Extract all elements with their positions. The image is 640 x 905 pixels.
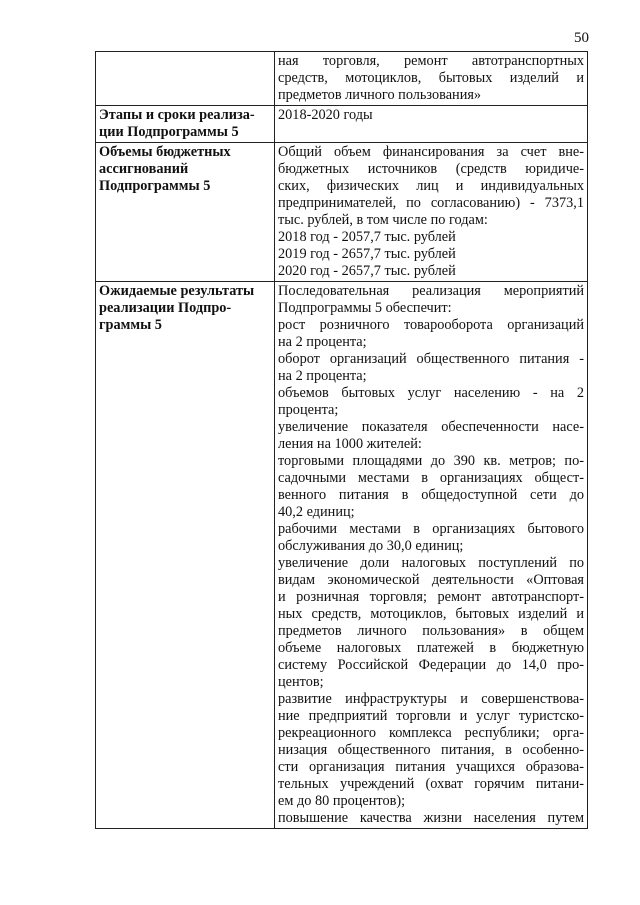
text-line: Подпрограммы 5 обеспечит: xyxy=(278,300,452,316)
text-line: объемов бытовых услуг населению - на 2 xyxy=(278,385,584,401)
text-line: ления на 1000 жителей: xyxy=(278,436,422,452)
text-line: повышение качества жизни населения путем xyxy=(278,810,584,826)
text-line: 2018-2020 годы xyxy=(278,107,373,123)
row-label-empty xyxy=(96,52,275,106)
table-row-budget xyxy=(96,143,588,282)
row-value-budget xyxy=(275,143,588,282)
table-row-stages xyxy=(96,106,588,143)
text-line: обслуживания до 30,0 единиц; xyxy=(278,538,464,554)
row-value-continuation xyxy=(275,52,588,106)
text-line: оборот организаций общественного питания - xyxy=(278,351,584,367)
table-row-continuation xyxy=(96,52,588,106)
text-line: садочными местами в организациях общест- xyxy=(278,470,584,486)
text-line: видам экономической деятельности «Оптовая xyxy=(278,572,584,588)
text-line: низация общественного питания, в особенно- xyxy=(278,742,584,758)
text-line: Последовательная реализация мероприятий xyxy=(278,283,584,299)
text-line: 2019 год - 2657,7 тыс. рублей xyxy=(278,246,456,262)
text-line: венного питания в общедоступной сети до xyxy=(278,487,584,503)
row-value-results xyxy=(275,282,588,829)
text-line: на 2 процента; xyxy=(278,334,367,350)
text-line: центов; xyxy=(278,674,324,690)
text-line: торговыми площадями до 390 кв. метров; по- xyxy=(278,453,584,469)
text-line: средств, мотоциклов, бытовых изделий и xyxy=(278,70,584,86)
label-line: ции Подпрограммы 5 xyxy=(99,124,239,140)
text-line: рост розничного товарооборота организаций xyxy=(278,317,584,333)
passport-table xyxy=(95,51,588,829)
text-line: Общий объем финансирования за счет вне- xyxy=(278,144,584,160)
text-line: процента; xyxy=(278,402,339,418)
text-line: увеличение показателя обеспеченности насе- xyxy=(278,419,584,435)
label-line: граммы 5 xyxy=(99,317,162,333)
text-line: 2020 год - 2657,7 тыс. рублей xyxy=(278,263,456,279)
text-line: тельных учреждений (охват горячим питани- xyxy=(278,776,584,792)
label-line: реализации Подпро- xyxy=(99,300,232,316)
text-line: и розничная торговля; ремонт автотранспорт- xyxy=(278,589,584,605)
text-line: развитие инфраструктуры и совершенствова- xyxy=(278,691,584,707)
text-line: объеме налоговых платежей в бюджетную xyxy=(278,640,584,656)
text-line: ем до 80 процентов); xyxy=(278,793,406,809)
text-line: ние предприятий торговли и услуг туристско- xyxy=(278,708,584,724)
text-line: предпринимателей, по согласованию) - 7373,1 xyxy=(278,195,584,211)
text-line: 40,2 единиц; xyxy=(278,504,355,520)
text-line: сти организация питания учащихся образова- xyxy=(278,759,584,775)
text-line: рекреационного комплекса республики; орга- xyxy=(278,725,584,741)
text-line: тыс. рублей, в том числе по годам: xyxy=(278,212,488,228)
text-line: ских, физических лиц и индивидуальных xyxy=(278,178,584,194)
row-value-stages xyxy=(275,106,588,143)
page-number: 50 xyxy=(574,30,589,46)
text-line: предметов личного пользования» xyxy=(278,87,482,103)
text-line: ных средств, мотоциклов, бытовых изделий и xyxy=(278,606,584,622)
text-line: ная торговля, ремонт автотранспортных xyxy=(278,53,584,69)
text-line: на 2 процента; xyxy=(278,368,367,384)
label-line: ассигнований xyxy=(99,161,189,177)
text-line: бюджетных источников (средств юридиче- xyxy=(278,161,584,177)
text-line: предметов личного пользования» в общем xyxy=(278,623,584,639)
label-line: Подпрограммы 5 xyxy=(99,178,211,194)
text-line: рабочими местами в организациях бытового xyxy=(278,521,584,537)
label-line: Этапы и сроки реализа- xyxy=(99,107,255,123)
table-row-results xyxy=(96,282,588,829)
text-line: увеличение доли налоговых поступлений по xyxy=(278,555,584,571)
text-line: систему Российской Федерации до 14,0 про- xyxy=(278,657,584,673)
row-label-budget xyxy=(96,143,275,282)
row-label-results xyxy=(96,282,275,829)
text-line: 2018 год - 2057,7 тыс. рублей xyxy=(278,229,456,245)
label-line: Объемы бюджетных xyxy=(99,144,231,160)
row-label-stages xyxy=(96,106,275,143)
label-line: Ожидаемые результаты xyxy=(99,283,255,299)
